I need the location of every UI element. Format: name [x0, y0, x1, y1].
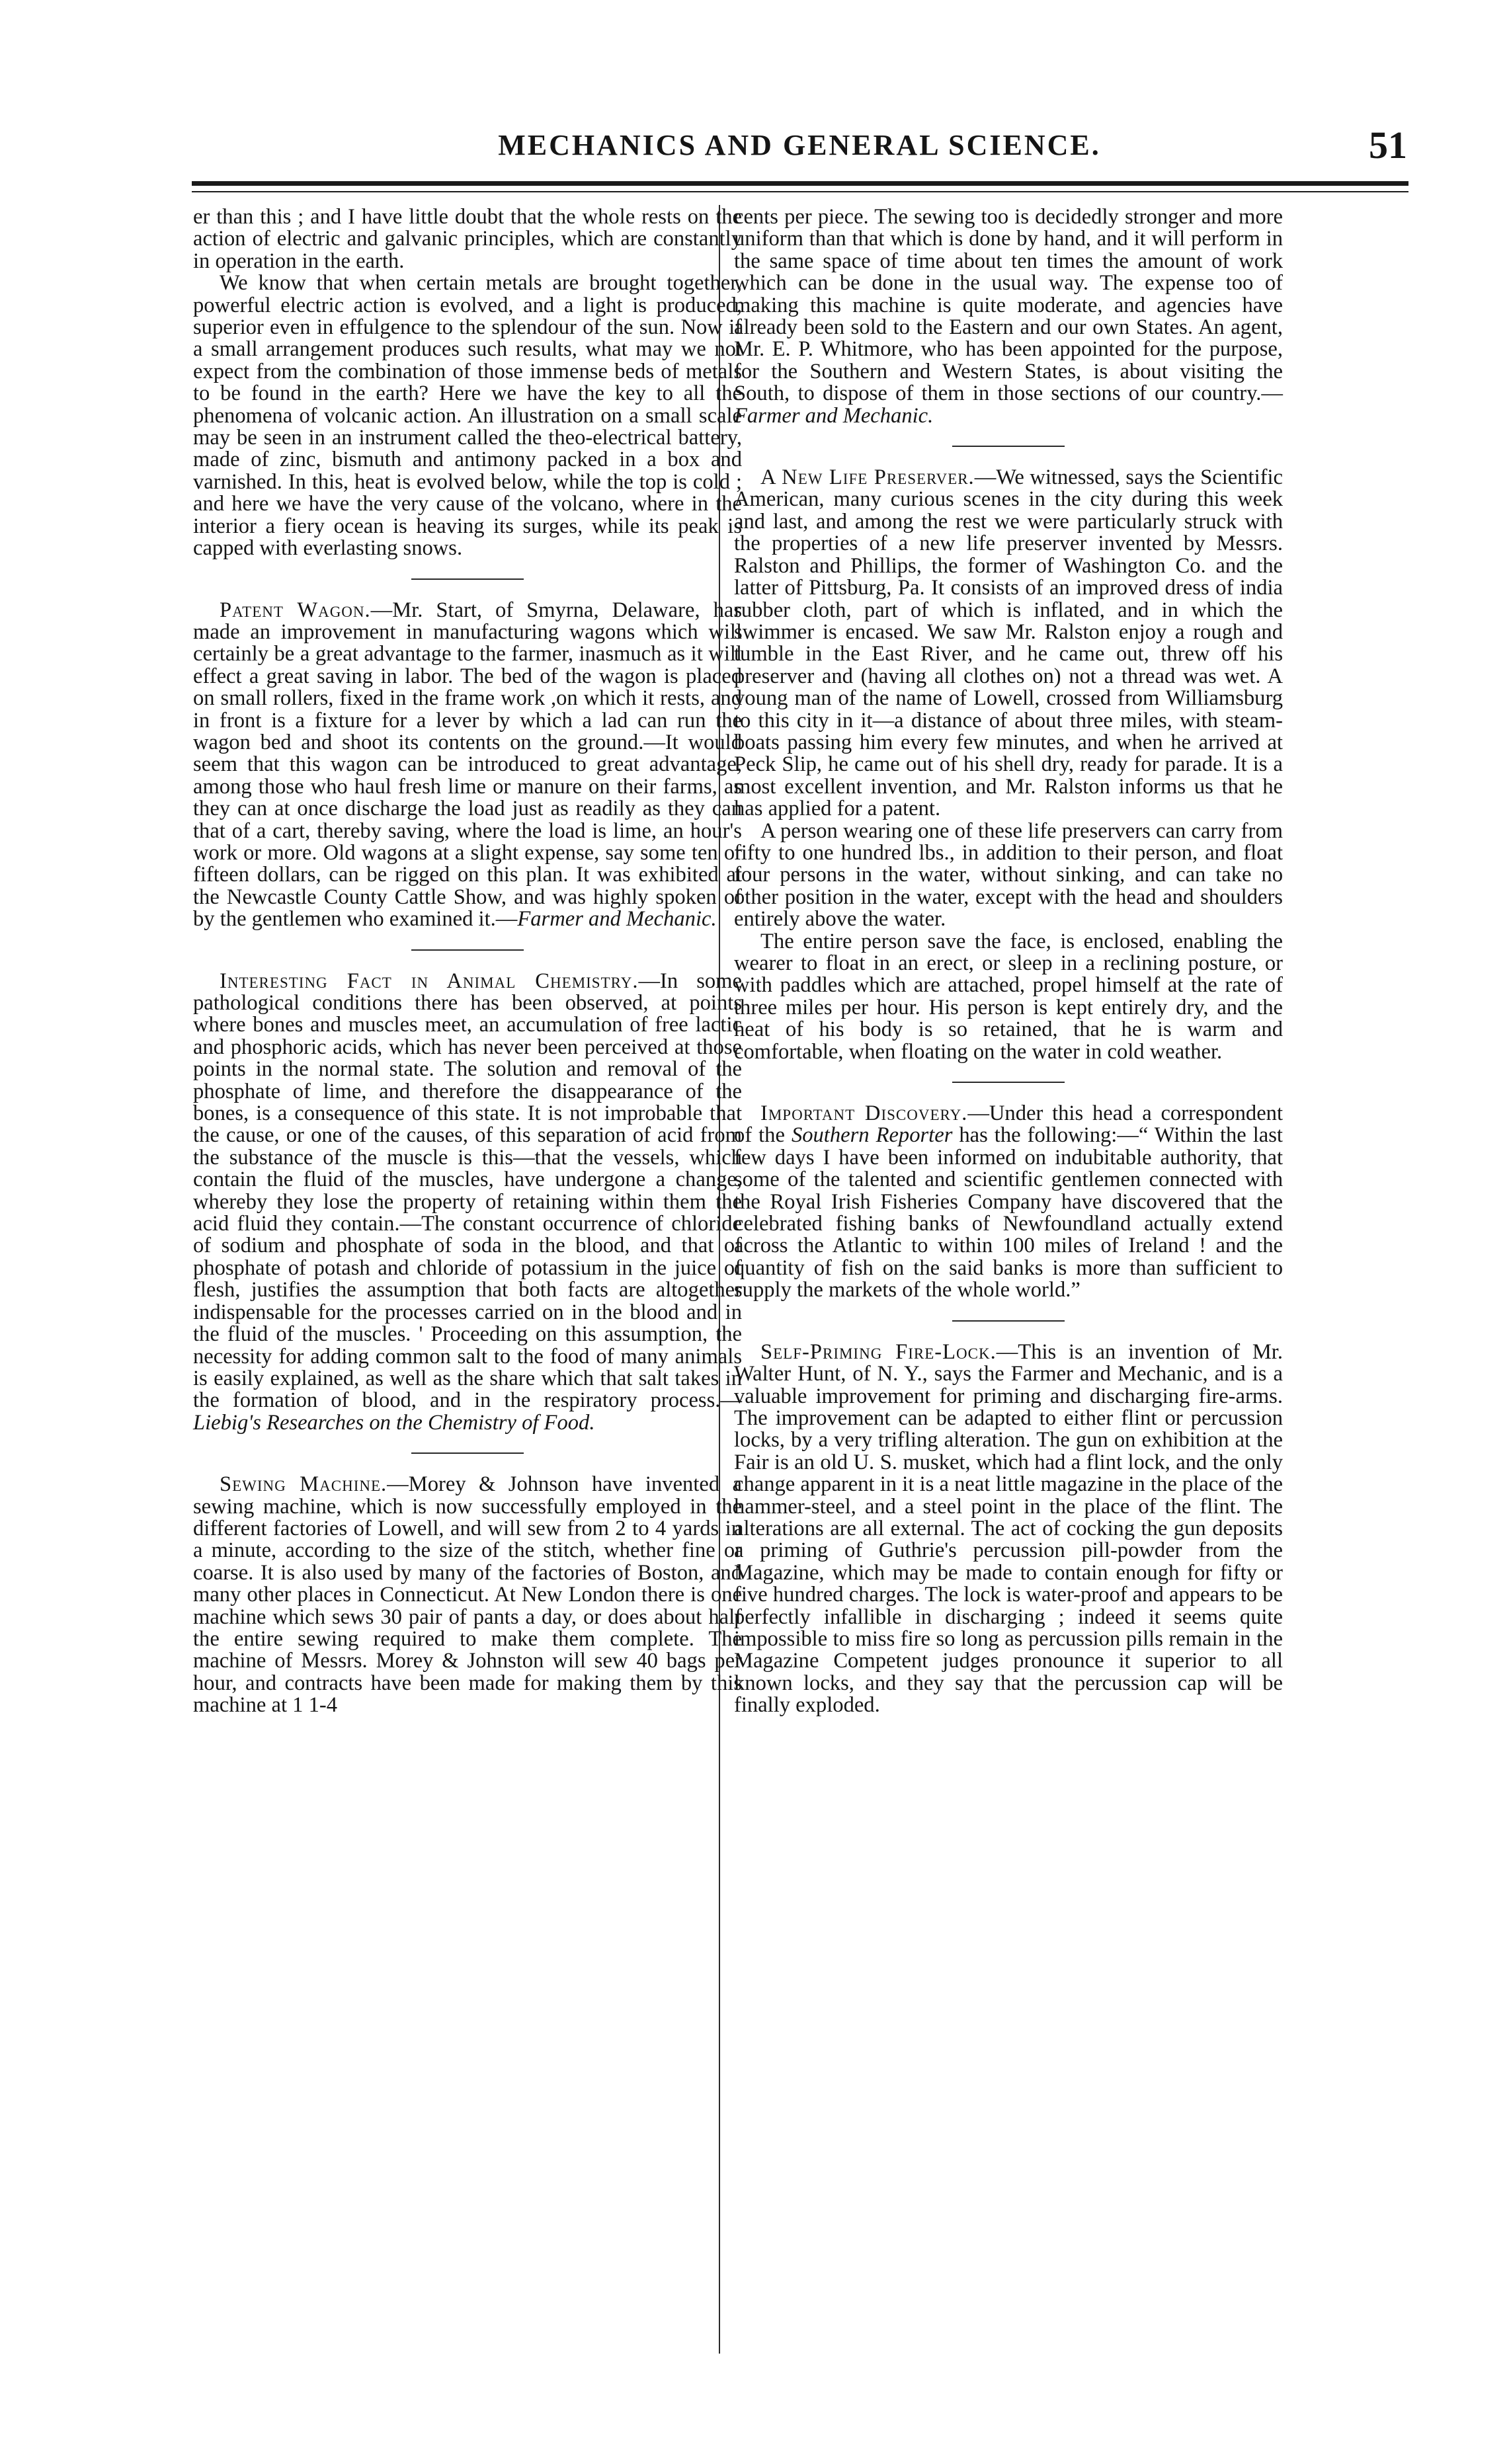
article-heading: Patent Wagon. [220, 598, 371, 622]
section-separator [952, 1082, 1065, 1083]
section-separator [411, 578, 524, 580]
article-body: —In some pathological conditions there has been observed, at points where bones and muscles meet, an accumulation of free lactic and phosphoric acids, which has never been perceived at those points in the normal state. The solution and removal of the phosphate of lime, and therefore the disappearance of the bones, is a consequence of this state. It is not improbable that the cause, or one of the causes, of this separation of acid from the substance of the muscle is this—that the vessels, which contain the fluid of the muscles, have undergone a change, whereby they lose the property of retaining within them the acid fluid they contain.—The constant occurrence of chloride of sodium and phosphate of soda in the blood, and that of phosphate of potash and chloride of potassium in the juice of flesh, justifies the assumption that both facts are altogether indispensable for the processes carried on in the blood and in the fluid of the muscles. ' Proceeding on this assumption, the necessity for adding common salt to the food of many animals is easily explained, as well as the share which that salt takes in the formation of blood, and in the respiratory process.— [193, 969, 742, 1413]
article-heading: A New Life Preserver. [760, 465, 975, 490]
left-column [193, 206, 742, 1717]
article-self-priming-fire-lock [734, 1341, 1283, 1717]
source-title: Southern Reporter [791, 1123, 953, 1148]
header-rule-thick [192, 181, 1408, 186]
life-preserver-paragraph-3: The entire person save the face, is enclosed, enabling the wearer to float in an erect, or sleep in a reclining posture, or with paddles which are attached, propel himself at the rate of three miles per hour. His person is kept entirely dry, and the heat of his body is so retained, that he is warm and comfortable, when floating on the water in cold weather. [734, 929, 1283, 1064]
article-sewing-machine [193, 1474, 742, 1716]
article-body: —This is an invention of Mr. Walter Hunt, of N. Y., says the Farmer and Mechanic, and is a valuable improvement for priming and discharging fire-arms. The improvement can be adapted to either flint or percussion locks, by a very trifling alteration. The gun on exhibition at the Fair is an old U. S. musket, which had a flint lock, and the only change apparent in it is a neat little magazine in the place of the hammer-steel, and a steel point in the place of the flint. The alterations are all external. The act of cocking the gun deposits a priming of Guthrie's percussion pill-powder from the Magazine, which may be made to contain enough for fifty or five hundred charges. The lock is water-proof and appears to be perfectly infallible in discharging ; indeed it seems quite impossible to miss fire so long as percussion pills remain in the Magazine Competent judges pronounce it superior to all known locks, and they say that the percussion cap will be finally exploded. [734, 1339, 1283, 1718]
article-citation: Farmer and Mechanic. [734, 403, 934, 428]
article-body: —Morey & Johnson have invented a sewing machine, which is now successfully employed in the different factories of Lowell, and will sew from 2 to 4 yards in a minute, according to the size of the stitch, whether fine or coarse. It is also used by many of the factories of Boston, and many other places in Connecticut. At New London there is one machine which sews 30 pair of pants a day, or does about half the entire sewing required to make them complete. The machine of Messrs. Morey & Johnston will sew 40 bags per hour, and contracts have been made for making them by this machine at 1 1-4 [193, 1472, 742, 1718]
article-body-quote: has the following:—“ Within the last few days I have been informed on indubitable authority, that some of the talented and scientific gentlemen connected with the Royal Irish Fisheries Company have discovered that the celebrated fishing banks of Newfoundland actually extend across the Atlantic to within 100 miles of Ireland ! and the quantity of fish on the said banks is more than sufficient to supply the markets of the whole world.” [734, 1123, 1283, 1302]
article-animal-chemistry [193, 971, 742, 1435]
article-heading: Important Discovery. [760, 1101, 968, 1126]
volcano-paragraph-2: We know that when certain metals are brought together, powerful electric action is evolved, and a light is produced, superior even in effulgence to the splendour of the sun. Now if a small arrangement produces such results, what may we not expect from the combination of those immense beds of metals to be found in the earth? Here we have the key to all the phenomena of volcanic action. An illustration on a small scale may be seen in an instrument called the theo-electrical battery, made of zinc, bismuth and antimony packed in a box and varnished. In this, heat is evolved below, while the top is cold ; and here we have the very cause of the volcano, where in the interior a fiery ocean is heaving its surges, while its peak is capped with everlasting snows. [193, 271, 742, 561]
sewing-machine-continued [734, 206, 1283, 427]
article-heading: Sewing Machine. [220, 1472, 387, 1497]
article-important-discovery [734, 1103, 1283, 1302]
section-separator [411, 949, 524, 951]
page-number: 51 [1369, 124, 1407, 167]
article-body: —We witnessed, says the Scientific American, many curious scenes in the city during this week and last, and among the rest we were particularly struck with the properties of a new life preserver invented by Messrs. Ralston and Phillips, the former of Washington Co. and the latter of Pittsburg, Pa. It consists of an improved dress of india rubber cloth, part of which is inflated, and in which the swimmer is encased. We saw Mr. Ralston enjoy a rough and tumble in the East River, and he came out, threw off his preserver and (having all clothes on) not a thread was wet. A young man of the name of Lowell, crossed from Williamsburg to this city in it—a distance of about three miles, with steam-boats passing him every few minutes, and when he arrived at Peck Slip, he came out of his shell dry, ready for parade. It is a most excellent invention, and Mr. Ralston informs us that he has applied for a patent. [734, 465, 1283, 821]
article-life-preserver [734, 467, 1283, 820]
section-separator [952, 446, 1065, 447]
volcano-paragraph-1: er than this ; and I have little doubt that the whole rests on the action of electric and galvanic principles, which are constantly in operation in the earth. [193, 205, 742, 273]
article-citation: Liebig's Researches on the Chemistry of Food. [193, 1410, 595, 1435]
article-patent-wagon [193, 600, 742, 931]
article-heading: Self-Priming Fire-Lock. [760, 1339, 997, 1364]
right-column [734, 206, 1283, 1717]
article-citation: Farmer and Mechanic. [517, 907, 717, 932]
header-rule-thin [192, 191, 1408, 192]
article-body: —Mr. Start, of Smyrna, Delaware, has made an improvement in manufacturing wagons which will certainly be a great advantage to the farmer, inasmuch as it will effect a great saving in labor. The bed of the wagon is placed on small rollers, fixed in the frame work ,on which it rests, and in front is a fixture for a lever by which a lad can run the wagon bed and shoot its contents on the ground.—It would seem that this wagon can be introduced to great advantage, among those who haul fresh lime or manure on their farms, as they can at once discharge the load just as readily as they can that of a cart, thereby saving, where the load is lime, an hour's work or more. Old wagons at a slight expense, say some ten or fifteen dollars, can be rigged on this plan. It was exhibited at the Newcastle County Cattle Show, and was highly spoken of by the gentlemen who examined it.— [193, 598, 742, 932]
article-body: cents per piece. The sewing too is decidedly stronger and more uniform than that which is done by hand, and it will perform in the same space of time about ten times the amount of work which can be done in the usual way. The expense too of making this machine is quite moderate, and agencies have already been sold to the Eastern and our own States. An agent, Mr. E. P. Whitmore, who has been appointed for the purpose, for the Southern and Western States, is about visiting the South, to dispose of them in those sections of our country.— [734, 205, 1283, 406]
life-preserver-paragraph-2: A person wearing one of these life preservers can carry from fifty to one hundred lbs., in addition to their person, and float four persons in the water, without sinking, and can take no other position in the water, except with the head and shoulders entirely above the water. [734, 818, 1283, 932]
article-body: —Under this head a correspondent of the [734, 1101, 1283, 1148]
section-separator [411, 1452, 524, 1454]
section-separator [952, 1320, 1065, 1322]
article-heading: Interesting Fact in Animal Chemistry. [220, 969, 639, 993]
page-header [192, 124, 1407, 168]
running-title: MECHANICS AND GENERAL SCIENCE. [498, 129, 1101, 161]
